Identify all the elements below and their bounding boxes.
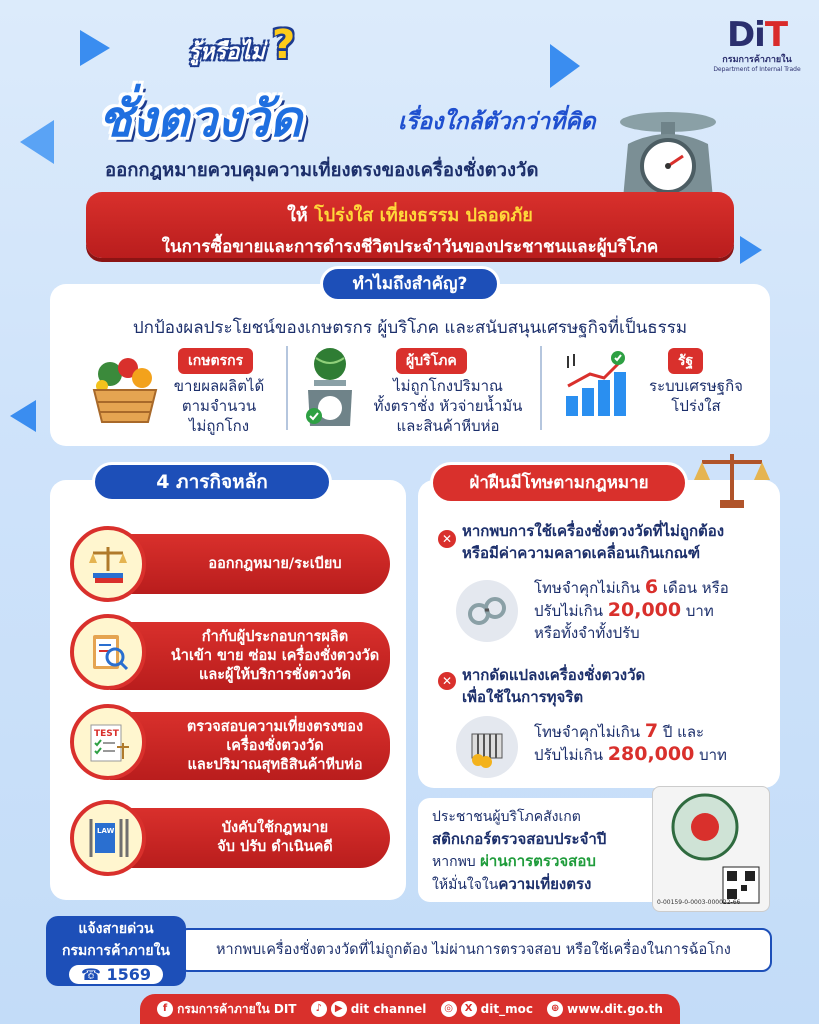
divider <box>286 346 288 430</box>
law-book-jail-icon <box>85 815 131 861</box>
sticker-info-text: ประชาชนผู้บริโภคสังเกต สติกเกอร์ตรวจสอบประจำปี หากพบ ผ่านการตรวจสอบ ให้มั่นใจในความเที่ยงตรง <box>432 809 607 893</box>
x-icon: X <box>461 1001 477 1017</box>
decor-triangle <box>80 30 110 66</box>
beneficiary-farmers: เกษตรกร ขายผลผลิตได้ ตามจำนวน ไม่ถูกโกง <box>84 344 309 436</box>
logo-thai-name: กรมการค้าภายใน <box>722 55 792 65</box>
why-important-heading: ทำไมถึงสำคัญ? <box>320 266 500 302</box>
x-mark-icon: ✕ <box>438 530 456 548</box>
jail-coins-icon <box>456 716 518 778</box>
mission-item-legislation: ออกกฎหมาย/ระเบียบ <box>70 526 392 600</box>
mission-item-supervision: กำกับผู้ประกอบการผลิต นำเข้า ขาย ซ่อม เครื่องชั่งตวงวัด และผู้ให้บริการชั่งตวงวัด <box>70 614 392 688</box>
badge-farmers: เกษตรกร <box>178 348 253 374</box>
svg-text:LAW: LAW <box>97 827 115 835</box>
social-footer <box>140 994 680 1024</box>
svg-text:TEST: TEST <box>94 729 119 739</box>
question-mark-icon: ? <box>272 22 296 68</box>
facebook-link[interactable]: f กรมการค้าภายใน DIT <box>157 1000 296 1019</box>
inspection-sticker-photo <box>652 786 770 912</box>
penalty-case-1: หากพบการใช้เครื่องชั่งตวงวัดที่ไม่ถูกต้อง หรือมีค่าความคลาดเคลื่อนเกินเกณฑ์ <box>462 522 725 562</box>
page-title: ชั่งตวงวัด <box>98 90 302 148</box>
instagram-link[interactable]: ◎ X dit_moc <box>441 1001 533 1017</box>
purpose-banner: ให้ โปร่งใส เที่ยงธรรม ปลอดภัย ในการซื้อขายและการดำรงชีวิตประจำวันของประชาชนและผู้บริโภค <box>86 192 734 258</box>
dit-logo: DiT กรมการค้าภายใน Department of Internal Trade <box>709 18 805 73</box>
tiktok-icon: ♪ <box>311 1001 327 1017</box>
facebook-icon: f <box>157 1001 173 1017</box>
banner-highlight: โปร่งใส เที่ยงธรรม ปลอดภัย <box>314 205 533 226</box>
sticker-code: 0-00159-0-0003-000022-66 <box>657 899 741 906</box>
title-did-you-know: รู้หรือไม่ <box>188 40 265 65</box>
website-link[interactable]: ⊕ www.dit.go.th <box>547 1001 663 1017</box>
banner-line2: ในการซื้อขายและการดำรงชีวิตประจำวันของประชาชนและผู้บริโภค <box>161 237 659 257</box>
handcuffs-icon <box>456 580 518 642</box>
justice-scale-icon <box>692 450 772 510</box>
badge-state: รัฐ <box>668 348 703 374</box>
hotline-box[interactable]: แจ้งสายด่วน กรมการค้าภายใน ☎ 1569 <box>46 916 186 986</box>
beneficiary-consumers: ผู้บริโภค ไม่ถูกโกงปริมาณ ทั้งตราชั่ง หัวจ่ายน้ำมัน และสินค้าหีบห่อ <box>300 344 525 436</box>
hotline-number: 1569 <box>106 965 152 984</box>
youtube-icon: ▶ <box>331 1001 347 1017</box>
penalty-case-2: หากดัดแปลงเครื่องชั่งตวงวัด เพื่อใช้ในการทุจริต <box>462 666 646 706</box>
divider <box>540 346 542 430</box>
decor-triangle <box>740 236 762 264</box>
fruit-basket-icon <box>88 352 162 426</box>
beneficiary-state: รัฐ ระบบเศรษฐกิจ โปร่งใส <box>556 344 781 436</box>
decor-triangle <box>550 44 580 88</box>
decor-triangle <box>10 400 36 432</box>
globe-icon: ⊕ <box>547 1001 563 1017</box>
penalty-1-detail: โทษจำคุกไม่เกิน 6 เดือน หรือ ปรับไม่เกิน 20,000 บาท หรือทั้งจำทั้งปรับ <box>534 576 729 642</box>
law-scale-books-icon <box>85 541 131 587</box>
growth-chart-icon <box>560 350 630 420</box>
badge-consumers: ผู้บริโภค <box>396 348 467 374</box>
missions-heading: 4 ภารกิจหลัก <box>92 462 332 502</box>
phone-icon: ☎ <box>80 965 101 984</box>
mission-item-enforcement: บังคับใช้กฎหมาย จับ ปรับ ดำเนินคดี LAW <box>70 800 392 874</box>
youtube-link[interactable]: ♪ ▶ dit channel <box>311 1001 427 1017</box>
x-mark-icon: ✕ <box>438 672 456 690</box>
clipboard-magnifier-icon <box>85 629 131 675</box>
instagram-icon: ◎ <box>441 1001 457 1017</box>
decor-triangle <box>20 120 54 164</box>
penalties-heading: ฝ่าฝืนมีโทษตามกฎหมาย <box>430 462 688 504</box>
why-important-headline: ปกป้องผลประโยชน์ของเกษตรกร ผู้บริโภค และสนับสนุนเศรษฐกิจที่เป็นธรรม <box>132 318 688 338</box>
test-checklist-icon <box>85 719 131 765</box>
kitchen-scale-icon <box>613 104 723 204</box>
scale-watermelon-icon <box>302 346 358 428</box>
logo-english-name: Department of Internal Trade <box>713 66 801 73</box>
title-tagline: เรื่องใกล้ตัวกว่าที่คิด <box>398 109 596 135</box>
title-subtitle: ออกกฎหมายควบคุมความเที่ยงตรงของเครื่องชั่งตวงวัด <box>105 160 539 181</box>
hotline-message: หากพบเครื่องชั่งตวงวัดที่ไม่ถูกต้อง ไม่ผ่านการตรวจสอบ หรือใช้เครื่องในการฉ้อโกง <box>178 928 772 972</box>
mission-item-inspection: ตรวจสอบความเที่ยงตรงของ เครื่องชั่งตวงวัด และปริมาณสุทธิสินค้าหีบห่อ TEST <box>70 704 392 778</box>
penalty-2-detail: โทษจำคุกไม่เกิน 7 ปี และ ปรับไม่เกิน 280,000 บาท <box>534 720 727 765</box>
